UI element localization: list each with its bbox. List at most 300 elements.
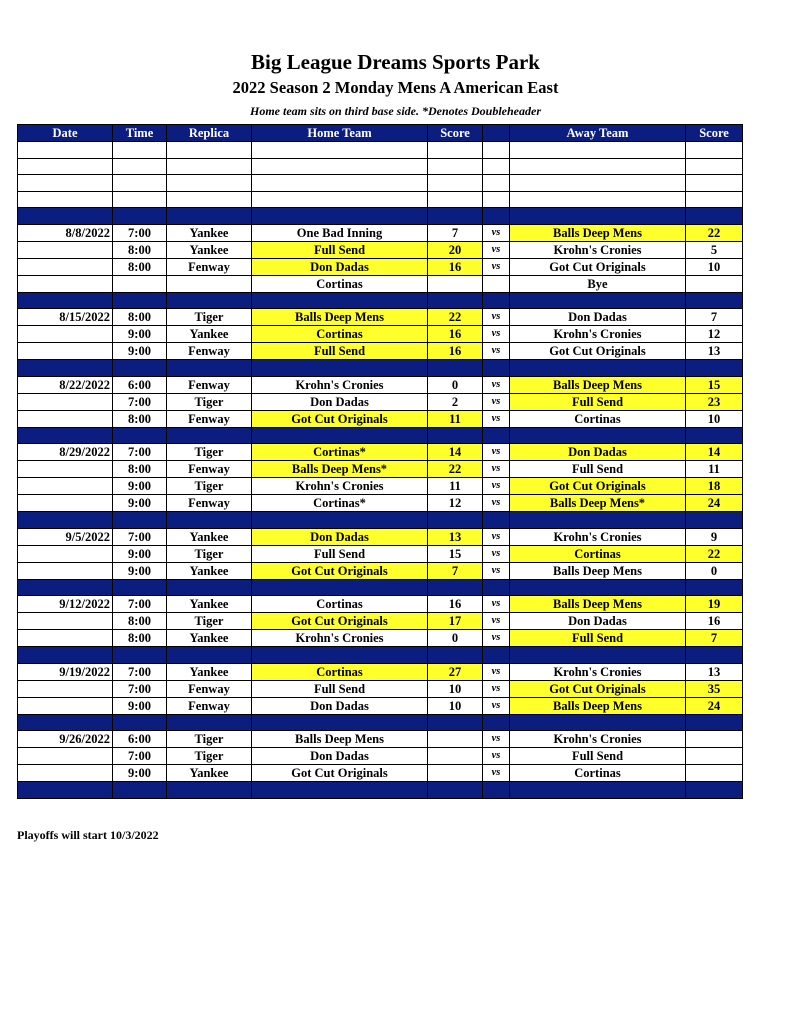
game-time: 8:00 xyxy=(113,410,167,427)
home-score: 16 xyxy=(428,343,483,360)
home-team: Don Dadas xyxy=(252,528,428,545)
game-replica: Tiger xyxy=(167,613,252,630)
game-time: 8:00 xyxy=(113,309,167,326)
spacer-cell xyxy=(252,191,428,208)
away-team: Cortinas xyxy=(510,410,686,427)
away-team: Full Send xyxy=(510,630,686,647)
spacer-cell xyxy=(510,647,686,664)
schedule-body xyxy=(18,142,743,799)
spacer-cell xyxy=(252,647,428,664)
vs-label: vs xyxy=(483,393,510,410)
home-team: Cortinas xyxy=(252,663,428,680)
home-team: Don Dadas xyxy=(252,258,428,275)
header-note: Home team sits on third base side. *Denotes Doubleheader xyxy=(250,104,541,118)
vs-label: vs xyxy=(483,731,510,748)
away-score: 7 xyxy=(686,309,743,326)
spacer-cell xyxy=(483,158,510,175)
spacer-cell xyxy=(18,208,113,225)
game-date xyxy=(18,748,113,765)
vs-label: vs xyxy=(483,309,510,326)
spacer-cell xyxy=(113,208,167,225)
spacer-cell xyxy=(167,512,252,529)
away-team: Balls Deep Mens* xyxy=(510,495,686,512)
game-replica: Tiger xyxy=(167,444,252,461)
spacer-cell xyxy=(252,512,428,529)
game-row xyxy=(18,461,743,478)
home-team: Full Send xyxy=(252,343,428,360)
game-replica: Fenway xyxy=(167,680,252,697)
away-team: Cortinas xyxy=(510,765,686,782)
spacer-cell xyxy=(483,142,510,159)
home-team: Got Cut Originals xyxy=(252,562,428,579)
col-header-replica: Replica xyxy=(167,125,252,142)
game-replica: Yankee xyxy=(167,765,252,782)
game-replica: Fenway xyxy=(167,495,252,512)
spacer-cell xyxy=(510,158,686,175)
spacer-cell xyxy=(428,782,483,799)
spacer-cell xyxy=(428,208,483,225)
home-score: 10 xyxy=(428,697,483,714)
spacer-cell xyxy=(18,512,113,529)
away-team: Don Dadas xyxy=(510,444,686,461)
game-date xyxy=(18,478,113,495)
game-row xyxy=(18,545,743,562)
home-score: 0 xyxy=(428,630,483,647)
game-date xyxy=(18,495,113,512)
game-date xyxy=(18,410,113,427)
away-score: 15 xyxy=(686,376,743,393)
vs-label: vs xyxy=(483,545,510,562)
spacer-cell xyxy=(510,579,686,596)
home-score: 15 xyxy=(428,545,483,562)
spacer-cell xyxy=(686,142,743,159)
game-time: 6:00 xyxy=(113,376,167,393)
spacer-cell xyxy=(510,714,686,731)
game-time: 7:00 xyxy=(113,596,167,613)
spacer-cell xyxy=(428,175,483,192)
away-team: Krohn's Cronies xyxy=(510,663,686,680)
week-separator-row xyxy=(18,782,743,799)
spacer-cell xyxy=(18,427,113,444)
spacer-cell xyxy=(428,427,483,444)
home-team: Krohn's Cronies xyxy=(252,478,428,495)
vs-label: vs xyxy=(483,326,510,343)
spacer-cell xyxy=(167,579,252,596)
spacer-cell xyxy=(483,292,510,309)
game-date xyxy=(18,241,113,258)
home-score: 7 xyxy=(428,562,483,579)
vs-label: vs xyxy=(483,663,510,680)
vs-label: vs xyxy=(483,410,510,427)
spacer-cell xyxy=(167,427,252,444)
schedule-table xyxy=(17,124,743,799)
game-row xyxy=(18,596,743,613)
game-date xyxy=(18,765,113,782)
spacer-cell xyxy=(510,512,686,529)
away-team: Krohn's Cronies xyxy=(510,326,686,343)
spacer-cell xyxy=(167,142,252,159)
spacer-cell xyxy=(113,360,167,377)
away-score xyxy=(686,275,743,292)
week-separator-row xyxy=(18,208,743,225)
away-team: Full Send xyxy=(510,461,686,478)
game-row xyxy=(18,275,743,292)
game-time: 7:00 xyxy=(113,444,167,461)
spacer-cell xyxy=(167,175,252,192)
game-row xyxy=(18,495,743,512)
home-score: 22 xyxy=(428,309,483,326)
spacer-cell xyxy=(252,427,428,444)
home-score: 10 xyxy=(428,680,483,697)
spacer-cell xyxy=(428,191,483,208)
spacer-cell xyxy=(252,158,428,175)
game-replica: Tiger xyxy=(167,309,252,326)
vs-label: vs xyxy=(483,343,510,360)
spacer-cell xyxy=(510,782,686,799)
playoffs-note: Playoffs will start 10/3/2022 xyxy=(17,828,159,842)
away-score: 16 xyxy=(686,613,743,630)
home-score: 17 xyxy=(428,613,483,630)
home-team: Cortinas* xyxy=(252,444,428,461)
vs-label: vs xyxy=(483,697,510,714)
blank-row xyxy=(18,142,743,159)
game-row xyxy=(18,224,743,241)
away-team: Got Cut Originals xyxy=(510,680,686,697)
away-score: 7 xyxy=(686,630,743,647)
spacer-cell xyxy=(167,647,252,664)
week-separator-row xyxy=(18,512,743,529)
vs-label: vs xyxy=(483,765,510,782)
game-date: 8/15/2022 xyxy=(18,309,113,326)
home-team: Cortinas xyxy=(252,275,428,292)
home-team: Cortinas xyxy=(252,596,428,613)
col-header-vs xyxy=(483,125,510,142)
spacer-cell xyxy=(18,782,113,799)
game-row xyxy=(18,697,743,714)
home-score: 0 xyxy=(428,376,483,393)
spacer-cell xyxy=(428,647,483,664)
spacer-cell xyxy=(483,175,510,192)
away-team: Krohn's Cronies xyxy=(510,241,686,258)
home-team: Don Dadas xyxy=(252,393,428,410)
game-row xyxy=(18,731,743,748)
spacer-cell xyxy=(167,714,252,731)
home-score xyxy=(428,748,483,765)
game-replica: Fenway xyxy=(167,258,252,275)
spacer-cell xyxy=(113,427,167,444)
spacer-cell xyxy=(252,782,428,799)
spacer-cell xyxy=(428,714,483,731)
spacer-cell xyxy=(686,512,743,529)
spacer-cell xyxy=(252,579,428,596)
game-time: 8:00 xyxy=(113,630,167,647)
away-score: 14 xyxy=(686,444,743,461)
game-row xyxy=(18,680,743,697)
game-time: 9:00 xyxy=(113,478,167,495)
game-time: 7:00 xyxy=(113,680,167,697)
vs-label: vs xyxy=(483,613,510,630)
spacer-cell xyxy=(428,142,483,159)
game-replica: Yankee xyxy=(167,630,252,647)
game-replica: Fenway xyxy=(167,697,252,714)
col-header-home-team: Home Team xyxy=(252,125,428,142)
game-row xyxy=(18,663,743,680)
game-date xyxy=(18,343,113,360)
blank-row xyxy=(18,175,743,192)
game-row xyxy=(18,630,743,647)
game-row xyxy=(18,748,743,765)
game-time: 6:00 xyxy=(113,731,167,748)
week-separator-row xyxy=(18,292,743,309)
spacer-cell xyxy=(18,647,113,664)
spacer-cell xyxy=(483,427,510,444)
away-score: 0 xyxy=(686,562,743,579)
spacer-cell xyxy=(510,292,686,309)
col-header-date: Date xyxy=(18,125,113,142)
spacer-cell xyxy=(113,512,167,529)
game-time: 9:00 xyxy=(113,765,167,782)
spacer-cell xyxy=(113,714,167,731)
away-team: Cortinas xyxy=(510,545,686,562)
game-date: 8/22/2022 xyxy=(18,376,113,393)
spacer-cell xyxy=(18,714,113,731)
spacer-cell xyxy=(167,292,252,309)
game-time: 9:00 xyxy=(113,545,167,562)
game-row xyxy=(18,393,743,410)
spacer-cell xyxy=(686,427,743,444)
spacer-cell xyxy=(510,427,686,444)
game-row xyxy=(18,241,743,258)
away-score: 22 xyxy=(686,224,743,241)
home-team: Don Dadas xyxy=(252,748,428,765)
spacer-cell xyxy=(252,714,428,731)
spacer-cell xyxy=(483,360,510,377)
game-date: 8/8/2022 xyxy=(18,224,113,241)
spacer-cell xyxy=(18,191,113,208)
away-score: 10 xyxy=(686,258,743,275)
game-date xyxy=(18,393,113,410)
week-separator-row xyxy=(18,714,743,731)
home-team: Full Send xyxy=(252,545,428,562)
home-score: 20 xyxy=(428,241,483,258)
spacer-cell xyxy=(686,782,743,799)
spacer-cell xyxy=(113,175,167,192)
spacer-cell xyxy=(167,360,252,377)
game-time: 7:00 xyxy=(113,528,167,545)
spacer-cell xyxy=(113,292,167,309)
away-score xyxy=(686,765,743,782)
away-score: 18 xyxy=(686,478,743,495)
home-score: 27 xyxy=(428,663,483,680)
away-team: Balls Deep Mens xyxy=(510,697,686,714)
blank-row xyxy=(18,191,743,208)
home-score: 22 xyxy=(428,461,483,478)
spacer-cell xyxy=(18,175,113,192)
home-team: Got Cut Originals xyxy=(252,410,428,427)
home-team: Cortinas xyxy=(252,326,428,343)
game-time: 7:00 xyxy=(113,393,167,410)
vs-label: vs xyxy=(483,241,510,258)
game-date: 9/26/2022 xyxy=(18,731,113,748)
vs-label: vs xyxy=(483,461,510,478)
home-score xyxy=(428,765,483,782)
page-subtitle: 2022 Season 2 Monday Mens A American East xyxy=(232,78,559,97)
game-replica: Fenway xyxy=(167,410,252,427)
spacer-cell xyxy=(18,579,113,596)
home-team: Balls Deep Mens xyxy=(252,309,428,326)
spacer-cell xyxy=(113,782,167,799)
game-row xyxy=(18,562,743,579)
spacer-cell xyxy=(686,714,743,731)
game-replica: Yankee xyxy=(167,663,252,680)
game-date xyxy=(18,275,113,292)
game-time: 8:00 xyxy=(113,241,167,258)
spacer-cell xyxy=(428,579,483,596)
home-team: Balls Deep Mens xyxy=(252,731,428,748)
spacer-cell xyxy=(113,158,167,175)
game-time: 9:00 xyxy=(113,495,167,512)
game-replica: Yankee xyxy=(167,224,252,241)
home-team: Got Cut Originals xyxy=(252,765,428,782)
vs-label xyxy=(483,275,510,292)
week-separator-row xyxy=(18,360,743,377)
spacer-cell xyxy=(113,647,167,664)
spacer-cell xyxy=(113,142,167,159)
week-separator-row xyxy=(18,647,743,664)
home-team: Full Send xyxy=(252,680,428,697)
game-replica: Yankee xyxy=(167,528,252,545)
home-team: Krohn's Cronies xyxy=(252,630,428,647)
game-row xyxy=(18,444,743,461)
game-replica: Fenway xyxy=(167,461,252,478)
home-score: 16 xyxy=(428,326,483,343)
spacer-cell xyxy=(510,360,686,377)
home-team: One Bad Inning xyxy=(252,224,428,241)
spacer-cell xyxy=(252,142,428,159)
spacer-cell xyxy=(686,579,743,596)
spacer-cell xyxy=(483,579,510,596)
spacer-cell xyxy=(483,208,510,225)
home-score: 12 xyxy=(428,495,483,512)
away-team: Full Send xyxy=(510,748,686,765)
game-replica: Tiger xyxy=(167,545,252,562)
game-replica: Tiger xyxy=(167,731,252,748)
game-time: 8:00 xyxy=(113,258,167,275)
game-time: 9:00 xyxy=(113,697,167,714)
away-team: Don Dadas xyxy=(510,613,686,630)
away-team: Krohn's Cronies xyxy=(510,528,686,545)
game-row xyxy=(18,343,743,360)
game-time: 7:00 xyxy=(113,748,167,765)
vs-label: vs xyxy=(483,444,510,461)
home-score xyxy=(428,275,483,292)
away-score: 35 xyxy=(686,680,743,697)
spacer-cell xyxy=(686,208,743,225)
away-score: 13 xyxy=(686,663,743,680)
game-time xyxy=(113,275,167,292)
away-score: 11 xyxy=(686,461,743,478)
game-time: 9:00 xyxy=(113,326,167,343)
away-team: Got Cut Originals xyxy=(510,343,686,360)
game-replica: Fenway xyxy=(167,376,252,393)
home-score: 7 xyxy=(428,224,483,241)
spacer-cell xyxy=(428,158,483,175)
spacer-cell xyxy=(252,175,428,192)
game-replica: Yankee xyxy=(167,326,252,343)
vs-label: vs xyxy=(483,376,510,393)
spacer-cell xyxy=(252,208,428,225)
vs-label: vs xyxy=(483,258,510,275)
spacer-cell xyxy=(510,208,686,225)
game-date: 9/19/2022 xyxy=(18,663,113,680)
spacer-cell xyxy=(686,158,743,175)
away-team: Balls Deep Mens xyxy=(510,562,686,579)
game-time: 7:00 xyxy=(113,663,167,680)
page-title: Big League Dreams Sports Park xyxy=(251,50,540,74)
game-date xyxy=(18,630,113,647)
away-team: Balls Deep Mens xyxy=(510,224,686,241)
away-team: Full Send xyxy=(510,393,686,410)
spacer-cell xyxy=(167,191,252,208)
game-date: 9/12/2022 xyxy=(18,596,113,613)
spacer-cell xyxy=(252,292,428,309)
spacer-cell xyxy=(18,292,113,309)
spacer-cell xyxy=(18,142,113,159)
away-score: 24 xyxy=(686,495,743,512)
spacer-cell xyxy=(686,360,743,377)
table-header-row xyxy=(18,125,743,142)
away-score xyxy=(686,748,743,765)
away-team: Balls Deep Mens xyxy=(510,596,686,613)
home-score: 11 xyxy=(428,410,483,427)
spacer-cell xyxy=(483,714,510,731)
away-team: Krohn's Cronies xyxy=(510,731,686,748)
game-time: 8:00 xyxy=(113,613,167,630)
home-team: Balls Deep Mens* xyxy=(252,461,428,478)
away-score: 10 xyxy=(686,410,743,427)
away-score: 23 xyxy=(686,393,743,410)
home-team: Don Dadas xyxy=(252,697,428,714)
spacer-cell xyxy=(483,647,510,664)
spacer-cell xyxy=(510,191,686,208)
game-row xyxy=(18,613,743,630)
vs-label: vs xyxy=(483,596,510,613)
game-date xyxy=(18,258,113,275)
game-date xyxy=(18,613,113,630)
home-team: Krohn's Cronies xyxy=(252,376,428,393)
game-date xyxy=(18,545,113,562)
game-row xyxy=(18,309,743,326)
vs-label: vs xyxy=(483,495,510,512)
game-row xyxy=(18,376,743,393)
home-team: Got Cut Originals xyxy=(252,613,428,630)
home-score: 11 xyxy=(428,478,483,495)
game-replica: Tiger xyxy=(167,393,252,410)
vs-label: vs xyxy=(483,224,510,241)
away-score: 9 xyxy=(686,528,743,545)
col-header-home-score: Score xyxy=(428,125,483,142)
spacer-cell xyxy=(113,191,167,208)
game-row xyxy=(18,765,743,782)
game-time: 8:00 xyxy=(113,461,167,478)
vs-label: vs xyxy=(483,528,510,545)
spacer-cell xyxy=(428,360,483,377)
home-score: 16 xyxy=(428,258,483,275)
away-team: Balls Deep Mens xyxy=(510,376,686,393)
away-score: 22 xyxy=(686,545,743,562)
vs-label: vs xyxy=(483,630,510,647)
game-date: 8/29/2022 xyxy=(18,444,113,461)
